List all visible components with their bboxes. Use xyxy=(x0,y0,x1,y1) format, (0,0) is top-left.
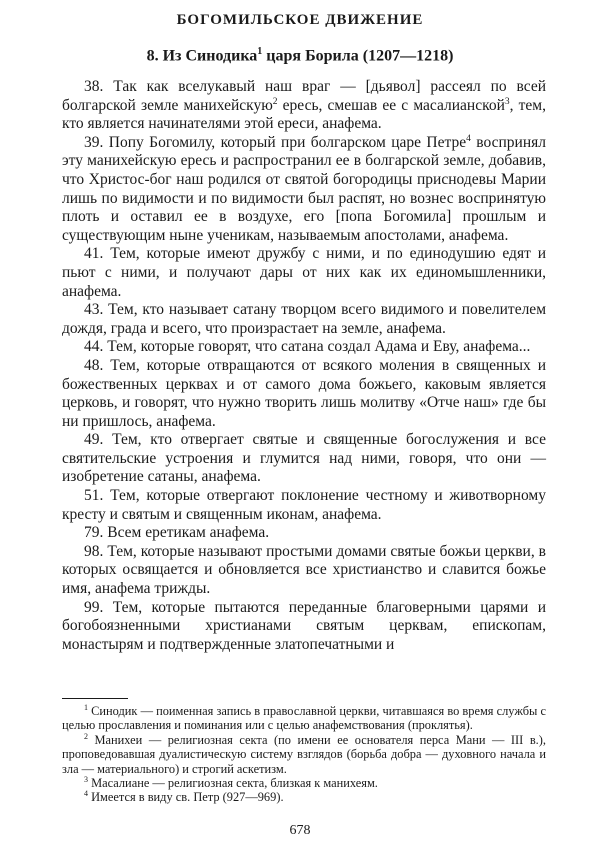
paragraph-98: 98. Тем, которые называют простыми домами святые божьи церкви, в которых освящается и обновляется все христианство и славится божье имя, анафема трижды. xyxy=(62,542,546,598)
footnote-mark: 1 xyxy=(84,702,88,712)
paragraph-38 xyxy=(62,78,546,134)
footnote-text: Манихеи — религиозная секта (по имени ее основателя перса Мани — III в.), проповедовавшая дуалистическую систему взглядов (борьба добра — духовного начала и зла — материального) и строгий аскетизм. xyxy=(62,732,546,776)
footnote xyxy=(62,704,546,733)
section-title-text: 8. Из Синодика xyxy=(146,47,258,65)
paragraph-39 xyxy=(62,134,546,246)
footnote xyxy=(62,790,546,804)
footnote-text: Масалиане — религиозная секта, близкая к манихеям. xyxy=(88,776,378,791)
footnote-ref: 2 xyxy=(272,96,278,107)
paragraph-43: 43. Тем, кто называет сатану творцом всего видимого и повелителем дождя, града и всего, что произрастает на земле, анафема. xyxy=(62,301,546,337)
paragraph-44: 44. Тем, которые говорят, что сатана создал Адама и Еву, анафема... xyxy=(84,338,531,356)
footnote-mark: 4 xyxy=(84,789,88,799)
paragraph-text: , тем, кто является начинателями этой ереси, анафема. xyxy=(62,96,546,133)
footnote-ref: 3 xyxy=(504,96,510,107)
body-text xyxy=(62,78,546,654)
section-title xyxy=(0,46,600,65)
paragraph-text: 38. Так как вселукавый наш враг — [дьявол] рассеял по всей болгарской земле манихейскую xyxy=(62,78,546,114)
page-number: 678 xyxy=(289,823,311,838)
footnote xyxy=(62,733,546,776)
footnote xyxy=(62,776,546,790)
paragraph-text: 39. Попу Богомилу, который при болгарском царе Петре xyxy=(84,133,467,151)
footnote-ref: 4 xyxy=(466,133,471,144)
running-head: БОГОМИЛЬСКОЕ ДВИЖЕНИЕ xyxy=(176,12,424,28)
footnote-ref: 1 xyxy=(257,46,263,57)
paragraph-41: 41. Тем, которые имеют дружбу с ними, и по единодушию едят и пьют с ними, и получают дары от них как их единомышленники, анафема. xyxy=(62,245,546,300)
footnote-text: Имеется в виду св. Петр (927—969). xyxy=(88,790,284,805)
footnote-divider xyxy=(62,698,128,699)
footnote-mark: 3 xyxy=(84,774,88,784)
paragraph-99: 99. Тем, которые пытаются переданные благоверными царями и богобоязненными христианами святым церквам, епископам, монастырям и подтвержденные златопечатными и xyxy=(62,598,546,653)
footnote-mark: 2 xyxy=(84,731,88,741)
section-title-text: царя Борила (1207—1218) xyxy=(262,47,454,65)
paragraph-49: 49. Тем, кто отвергает святые и священные богослужения и все святительские устроения и глумится над ними, говоря, что они — изобретение сатаны, анафема. xyxy=(62,431,546,486)
footnotes xyxy=(62,704,546,805)
paragraph-48: 48. Тем, которые отвращаются от всякого моления в священных и божественных церквах и от самого дома божьего, каковым является церковь, и говорят, что нужно творить лишь молитву «Отче наш» где бы ни пришлось, анафема. xyxy=(62,356,546,430)
paragraph-text: ересь, смешав ее с масалианской xyxy=(277,96,505,114)
paragraph-79: 79. Всем еретикам анафема. xyxy=(84,524,270,542)
paragraph-text: воспринял эту манихейскую ересь и распространил ее в болгарской земле, добавив, что Христос-бог наш родился от святой богородицы приснодевы Марии лишь по видимости и по видимости был распят, но вознес воспринятую плоть и оставил ее в воздухе, его [попа Богомила] прошлым и существующим ныне ученикам, называемым апостолами, анафема. xyxy=(62,133,546,244)
paragraph-51: 51. Тем, которые отвергают поклонение честному и животворному кресту и святым и священным иконам, анафема. xyxy=(62,487,546,523)
footnote-text: Синодик — поименная запись в православной церкви, читавшаяся во время службы с целью прославления и поминания или с целью анафемствования (проклятья). xyxy=(62,704,546,733)
